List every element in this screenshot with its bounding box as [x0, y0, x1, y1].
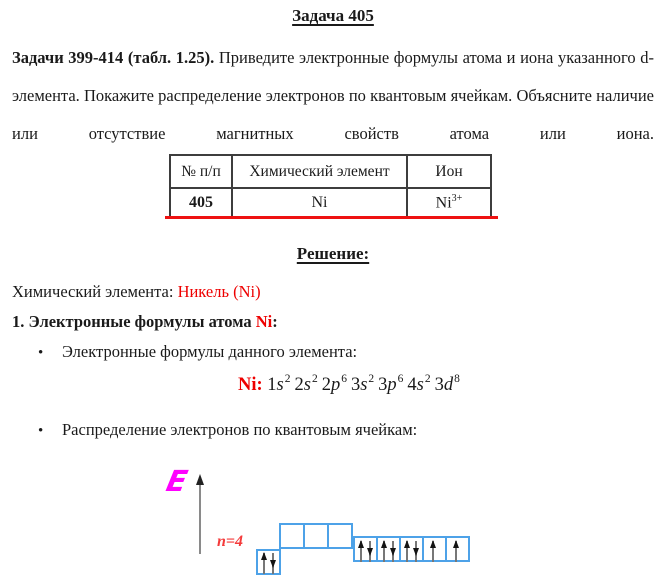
- orbital-row-3d: [353, 536, 470, 562]
- formula-term: $2p^6$: [321, 373, 347, 396]
- section-1-prefix: 1. Электронные формулы атома: [12, 312, 256, 331]
- formula-element-label: Ni:: [238, 375, 268, 396]
- intro-bold-lead: Задачи 399-414 (табл. 1.25).: [12, 48, 215, 67]
- element-label: Химический элемента:: [12, 282, 178, 301]
- quantum-cell-3d: [399, 536, 424, 562]
- bullet-2-text: Распределение электронов по квантовым ячейкам:: [62, 420, 418, 439]
- electron-arrow-down-icon: [413, 540, 419, 562]
- cell-ion: [407, 188, 491, 217]
- quantum-cell-4p: [327, 523, 353, 549]
- axis-arrow-icon: [196, 474, 204, 485]
- formula-term: $3d^8$: [434, 373, 460, 396]
- electron-arrow-up-icon: [381, 540, 387, 562]
- ion-charge: 3+: [451, 192, 463, 204]
- quantum-cell-3d: [353, 536, 378, 562]
- ion-base: Ni: [435, 194, 452, 212]
- quantum-cell-4p: [303, 523, 329, 549]
- quantum-cell-4s: [256, 549, 281, 575]
- bullet-marker: •: [38, 345, 44, 361]
- bullet-item-2: [38, 420, 417, 440]
- electron-arrow-up-icon: [430, 540, 436, 562]
- quantum-cell-4p: [279, 523, 305, 549]
- element-name-red: Никель (Ni): [177, 282, 261, 301]
- page-title: Задача 405: [292, 6, 374, 25]
- electron-arrow-up-icon: [261, 552, 267, 574]
- col-header-number: № п/п: [170, 155, 232, 188]
- energy-level-diagram: [0, 454, 666, 554]
- formula-term: $2s^2$: [294, 373, 318, 396]
- electron-arrow-down-icon: [270, 552, 276, 574]
- energy-axis-line: [199, 484, 201, 554]
- electron-arrow-down-icon: [367, 540, 373, 562]
- electron-formula-terms: [267, 375, 464, 395]
- task-table: [169, 154, 492, 218]
- element-line: [12, 282, 261, 302]
- quantum-cell-3d: [376, 536, 401, 562]
- solution-heading: Решение:: [296, 244, 370, 263]
- energy-axis-label: E: [163, 464, 191, 498]
- formula-term: $3s^2$: [350, 373, 375, 396]
- electron-arrow-up-icon: [358, 540, 364, 562]
- electron-arrow-down-icon: [390, 540, 396, 562]
- section-1-heading: [12, 312, 278, 332]
- table-red-underline: [165, 216, 498, 219]
- quantum-number-label: n=4: [217, 533, 244, 550]
- bullet-marker: •: [38, 423, 44, 439]
- electron-arrow-up-icon: [404, 540, 410, 562]
- orbital-row-4s: [256, 549, 281, 575]
- formula-term: $3p^6$: [378, 373, 404, 396]
- section-1-colon: :: [272, 312, 278, 331]
- electron-formula: [238, 374, 464, 396]
- section-1-element-red: Ni: [255, 312, 273, 331]
- bullet-item-1: [38, 342, 357, 362]
- electron-arrow-up-icon: [453, 540, 459, 562]
- bullet-1-text: Электронные формулы данного элемента:: [62, 342, 358, 361]
- intro-body-text: Приведите электронные формулы атома и иона указанного d-элемента. Покажите распределение электронов по квантовым ячейкам. Объясните наличие или отсутствие магнитных свойств атома или иона.: [12, 48, 654, 143]
- cell-element: Ni: [232, 188, 407, 217]
- orbital-row-4p: [279, 523, 353, 549]
- quantum-cell-3d: [422, 536, 447, 562]
- col-header-element: Химический элемент: [232, 155, 407, 188]
- formula-term: $4s^2$: [407, 373, 431, 396]
- col-header-ion: Ион: [407, 155, 491, 188]
- quantum-cell-3d: [445, 536, 470, 562]
- formula-term: $1s^2$: [267, 373, 291, 396]
- intro-paragraph: [12, 39, 654, 153]
- cell-task-number: 405: [170, 188, 232, 217]
- table-row: [170, 188, 491, 217]
- table-header-row: [170, 155, 491, 188]
